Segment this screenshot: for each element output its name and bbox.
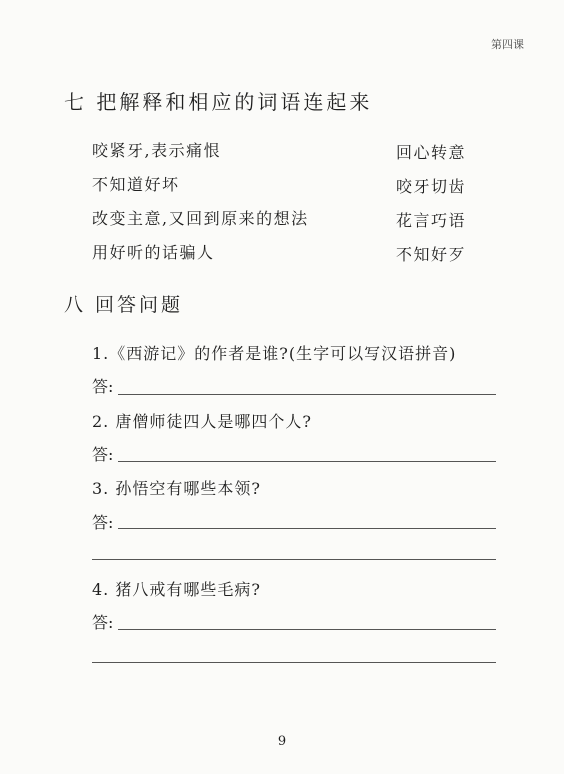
answer-label-3: 答: <box>92 513 114 532</box>
question-3: 3. 孙悟空有哪些本领? <box>92 479 261 498</box>
idiom-2: 咬牙切齿 <box>396 177 467 196</box>
answer-line-3a[interactable] <box>118 528 496 529</box>
definition-2: 不知道好坏 <box>92 175 180 194</box>
idiom-4: 不知好歹 <box>396 245 467 264</box>
question-4: 4. 猪八戒有哪些毛病? <box>92 580 261 599</box>
definition-1: 咬紧牙,表示痛恨 <box>92 141 222 160</box>
section-8-title: 八 回答问题 <box>64 294 184 316</box>
section-7-title: 七 把解释和相应的词语连起来 <box>64 90 373 114</box>
definition-4: 用好听的话骗人 <box>92 243 215 262</box>
answer-label-4: 答: <box>92 613 114 632</box>
question-2: 2. 唐僧师徒四人是哪四个人? <box>92 412 312 431</box>
page-number: 9 <box>277 734 287 749</box>
idiom-1: 回心转意 <box>396 143 467 162</box>
answer-label-1: 答: <box>92 377 114 396</box>
answer-label-2: 答: <box>92 445 114 464</box>
answer-line-2[interactable] <box>118 461 496 462</box>
answer-line-4b[interactable] <box>92 662 496 663</box>
question-1: 1.《西游记》的作者是谁?(生字可以写汉语拼音) <box>92 344 457 363</box>
answer-line-4a[interactable] <box>118 629 496 630</box>
answer-line-3b[interactable] <box>92 559 496 560</box>
definition-3: 改变主意,又回到原来的想法 <box>92 209 309 228</box>
answer-line-1[interactable] <box>118 394 496 395</box>
lesson-label: 第四课 <box>491 38 524 51</box>
idiom-3: 花言巧语 <box>396 211 467 230</box>
